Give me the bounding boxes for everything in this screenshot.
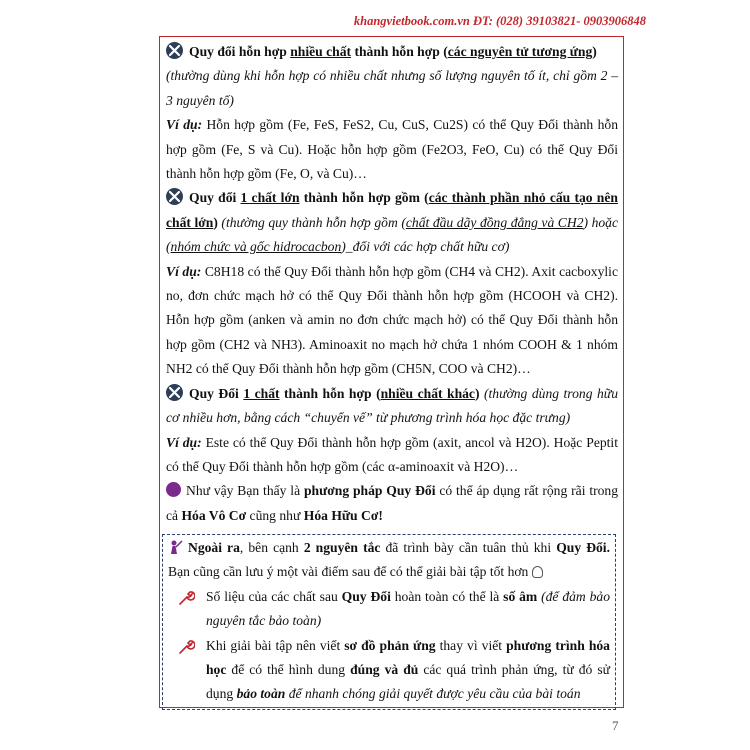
tools-icon: [166, 42, 183, 59]
brain-icon: [166, 482, 181, 497]
section-3-title: Quy Đổi 1 chất thành hỗn hợp (nhiều chất khác) (thường dùng trong hữu cơ nhiều hơn, bằng cách “chuyển vế” từ phương trình hóa học đặc trưng): [166, 385, 618, 426]
section-1-example: Ví dụ: Hỗn hợp gồm (Fe, FeS, FeS2, Cu, CuS, Cu2S) có thể Quy Đổi thành hỗn hợp gồm (Fe, S và Cu). Hoặc hỗn hợp gồm (Fe2O3, FeO, Cu) có thể Quy Đổi thành hỗn hợp gồm (Fe, O, và Cu)…: [166, 117, 618, 182]
wrench-icon: [177, 638, 195, 664]
section-1-title: Quy đổi hỗn hợp nhiều chất thành hỗn hợp (các nguyên tử tương ứng): [166, 40, 618, 64]
section-2-example: Ví dụ: C8H18 có thể Quy Đổi thành hỗn hợp gồm (CH4 và CH2). Axit cacboxylic no, đơn chức mạch hở có thể Quy Đổi thành hỗn hợp gồm (HCOOH và CH2). Hỗn hợp gồm (anken và amin no đơn chức mạch hở) có thể Quy Đổi thành hỗn hợp gồm (CH2 và NH3). Aminoaxit no mạch hở chứa 1 nhóm COOH & 1 nhóm NH2 có thể Quy Đổi thành hỗn hợp gồm (CH5N, COO và CH2)…: [166, 263, 618, 377]
header-site: khangvietbook.com.vn: [353, 14, 470, 28]
tip-2: Khi giải bài tập nên viết sơ đồ phản ứng thay vì viết phương trình hóa học để có thể hình dung đúng và đủ các quá trình phản ứng, từ đó sử dụng bảo toàn để nhanh chóng giải quyết được yêu cầu của bài toán: [168, 634, 610, 707]
section-1-note: (thường dùng khi hỗn hợp có nhiều chất nhưng số lượng nguyên tố ít, chỉ gồm 2 – 3 nguyên tố): [166, 68, 618, 108]
tools-icon: [166, 384, 183, 401]
tools-icon: [166, 188, 183, 205]
section-3-example: Ví dụ: Este có thể Quy Đổi thành hỗn hợp gồm (axit, ancol và H2O). Hoặc Peptit có thể Quy Đổi thành hỗn hợp gồm (các α-aminoaxit và H2O)…: [166, 434, 618, 474]
section-2-title: Quy đổi 1 chất lớn thành hỗn hợp gồm (các thành phần nhỏ cấu tạo nên chất lớn) (thường quy thành hỗn hợp gồm (chất đầu dãy đồng đẳng và CH2) hoặc (nhóm chức và gốc hidrocacbon)_đối với các hợp chất hữu cơ): [166, 190, 619, 255]
main-content: [166, 40, 618, 528]
tip-1: Số liệu của các chất sau Quy Đổi hoàn toàn có thể là số âm (để đảm bảo nguyên tắc bảo toàn): [168, 585, 610, 634]
page-number: 7: [612, 718, 619, 733]
notes-intro: Ngoài ra, bên cạnh 2 nguyên tắc đã trình bày cần tuân thủ khi Quy Đổi. Bạn cũng cần lưu ý một vài điểm sau để có thể giải bài tập tốt hơn: [168, 540, 610, 580]
notes-content: [168, 536, 610, 707]
light-bulb-icon: [532, 566, 543, 578]
conclusion: Như vậy Bạn thấy là phương pháp Quy Đổi có thể áp dụng rất rộng rãi trong cả Hóa Vô Cơ cũng như Hóa Hữu Cơ!: [166, 483, 619, 523]
header-phone: ĐT: (028) 39103821- 0903906848: [472, 14, 646, 28]
teacher-icon: [168, 539, 184, 555]
wrench-icon: [177, 589, 195, 615]
page-header: [354, 14, 646, 29]
